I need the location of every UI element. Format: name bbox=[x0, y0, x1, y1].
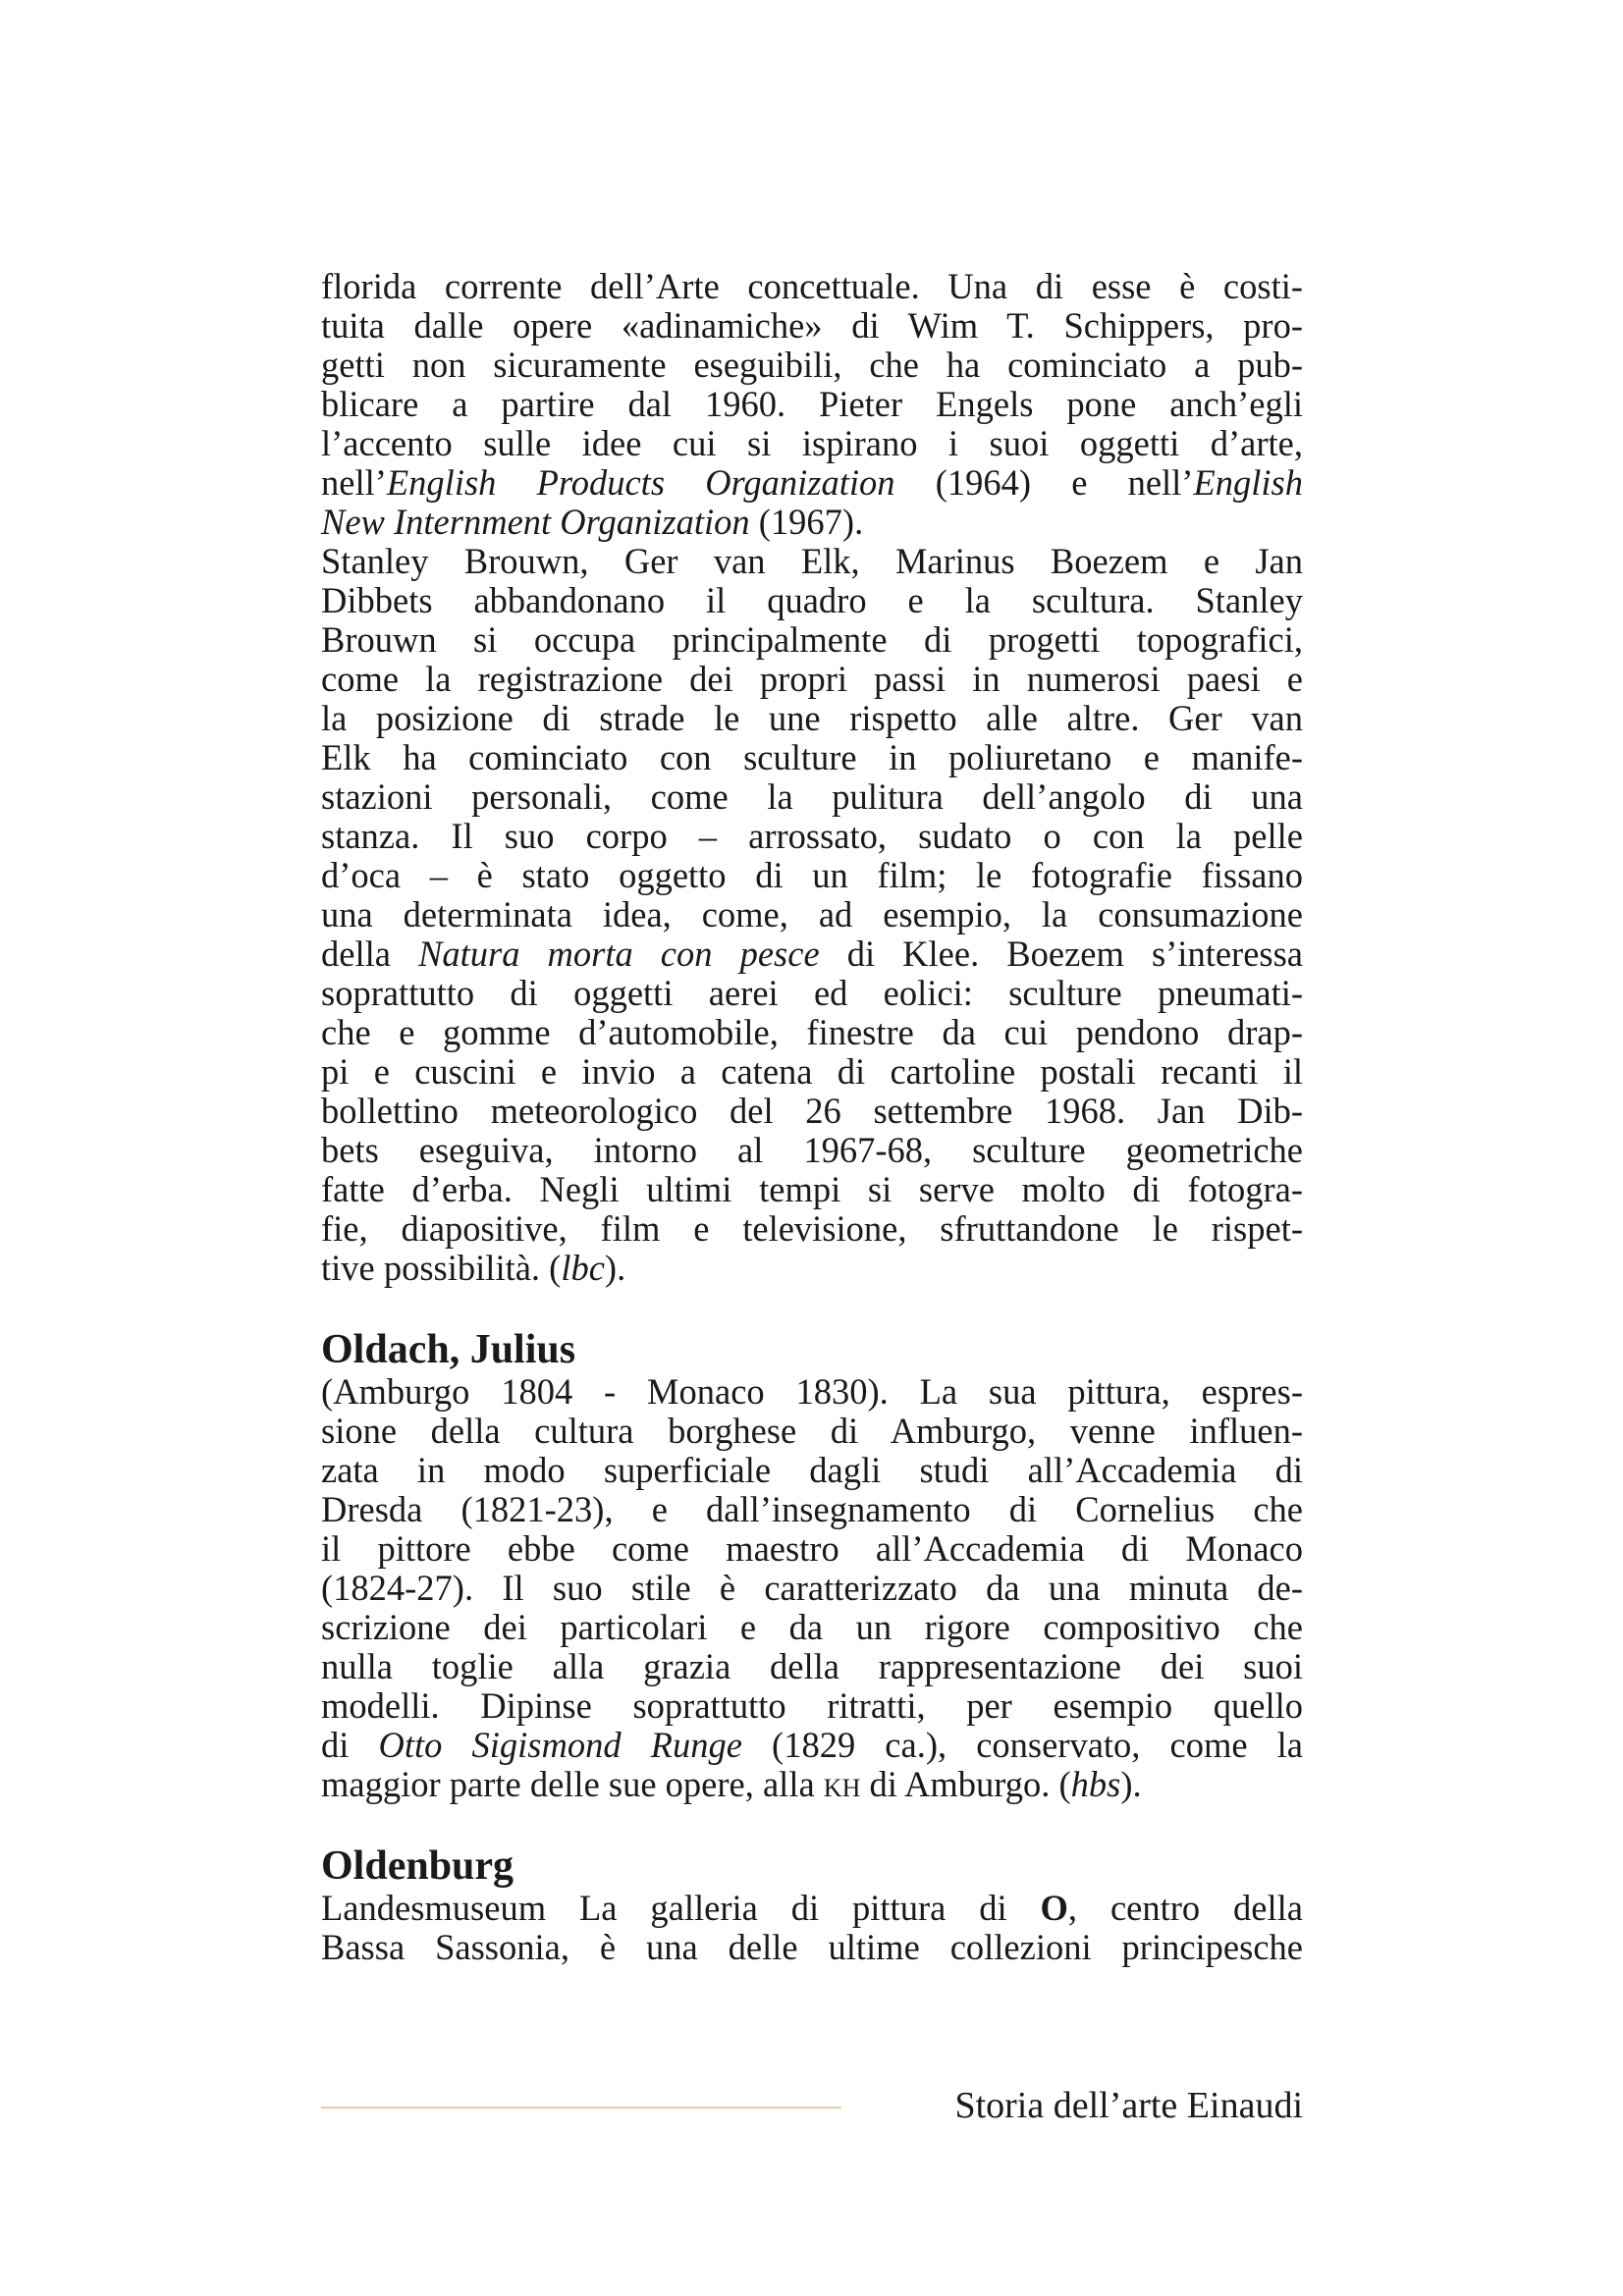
artwork-title: Otto Sigismond Runge bbox=[378, 1725, 742, 1765]
body-line: che e gomme d’automobile, finestre da cui pendono drap- bbox=[321, 1012, 1303, 1052]
text-run: (1829 ca.), conservato, come la bbox=[741, 1725, 1303, 1765]
body-line: nulla toglie alla grazia della rappresentazione dei suoi bbox=[321, 1646, 1303, 1686]
body-line bbox=[321, 503, 1303, 542]
text-run: nell’ bbox=[321, 462, 387, 503]
body-line: stazioni personali, come la pulitura dell’angolo di una bbox=[321, 776, 1303, 817]
body-line: d’oca – è stato oggetto di un film; le fotografie fissano bbox=[321, 855, 1303, 895]
body-line: Dresda (1821-23), e dall’insegnamento di Cornelius che bbox=[321, 1489, 1303, 1529]
body-line: fie, diapositive, film e televisione, sfruttandone le rispet- bbox=[321, 1208, 1303, 1249]
body-line bbox=[321, 1726, 1303, 1765]
page-footer bbox=[321, 2086, 1303, 2125]
body-line: fatte d’erba. Negli ultimi tempi si serve molto di fotogra- bbox=[321, 1169, 1303, 1209]
artwork-title: New Internment Organization bbox=[321, 502, 750, 542]
body-line: la posizione di strade le une rispetto alle altre. Ger van bbox=[321, 698, 1303, 738]
body-line bbox=[321, 1249, 1303, 1288]
body-line bbox=[321, 1765, 1303, 1804]
text-run: ). bbox=[1120, 1764, 1142, 1804]
artwork-title: English bbox=[1193, 462, 1303, 503]
body-line: modelli. Dipinse soprattutto ritratti, per esempio quello bbox=[321, 1685, 1303, 1726]
entry-previous-continuation bbox=[321, 267, 1303, 1288]
page-body bbox=[321, 267, 1303, 1967]
body-line: Bassa Sassonia, è una delle ultime collezioni principesche bbox=[321, 1927, 1303, 1967]
body-line bbox=[321, 1889, 1303, 1928]
body-line: tuita dalle opere «adinamiche» di Wim T. Schippers, pro- bbox=[321, 305, 1303, 346]
text-run: maggior parte delle sue opere, alla bbox=[321, 1764, 824, 1804]
body-line: Stanley Brouwn, Ger van Elk, Marinus Boezem e Jan bbox=[321, 541, 1303, 581]
author-initials: hbs bbox=[1070, 1764, 1121, 1804]
text-run: ). bbox=[604, 1248, 626, 1288]
body-line: una determinata idea, come, ad esempio, la consumazione bbox=[321, 894, 1303, 934]
body-line: getti non sicuramente eseguibili, che ha cominciato a pub- bbox=[321, 345, 1303, 385]
entry-oldach-julius bbox=[321, 1327, 1303, 1804]
text-run: , centro della bbox=[1067, 1888, 1303, 1928]
body-line bbox=[321, 463, 1303, 503]
body-line: soprattutto di oggetti aerei ed eolici: sculture pneumati- bbox=[321, 973, 1303, 1013]
entry-heading: Oldenburg bbox=[321, 1843, 514, 1889]
text-run: di Klee. Boezem s’interessa bbox=[819, 934, 1303, 974]
text-run: tive possibilità. ( bbox=[321, 1248, 562, 1288]
body-line: Elk ha cominciato con sculture in poliuretano e manife- bbox=[321, 737, 1303, 777]
footer-title: Storia dell’arte Einaudi bbox=[954, 2085, 1303, 2126]
artwork-title: English Products Organization bbox=[386, 462, 895, 503]
body-line: (Amburgo 1804 - Monaco 1830). La sua pittura, espres- bbox=[321, 1371, 1303, 1412]
footer-rule bbox=[321, 2107, 841, 2109]
body-line: Brouwn si occupa principalmente di progetti topografici, bbox=[321, 619, 1303, 660]
body-line: pi e cuscini e invio a catena di cartoline postali recanti il bbox=[321, 1051, 1303, 1092]
body-line: (1824-27). Il suo stile è caratterizzato da una minuta de- bbox=[321, 1568, 1303, 1608]
body-line: bets eseguiva, intorno al 1967-68, sculture geometriche bbox=[321, 1130, 1303, 1170]
entry-abbreviation: O bbox=[1040, 1888, 1068, 1928]
body-line: sione della cultura borghese di Amburgo, venne influen- bbox=[321, 1411, 1303, 1451]
body-line: scrizione dei particolari e da un rigore compositivo che bbox=[321, 1607, 1303, 1647]
body-line: come la registrazione dei propri passi in numerosi paesi e bbox=[321, 659, 1303, 699]
text-run: (1967). bbox=[749, 502, 864, 542]
text-run: di bbox=[321, 1725, 379, 1765]
text-run: della bbox=[321, 934, 419, 974]
text-run: (1964) e nell’ bbox=[894, 462, 1194, 503]
body-line: blicare a partire dal 1960. Pieter Engels pone anch’egli bbox=[321, 384, 1303, 424]
entry-oldenburg bbox=[321, 1843, 1303, 1967]
author-initials: lbc bbox=[561, 1248, 605, 1288]
body-line: stanza. Il suo corpo – arrossato, sudato o con la pelle bbox=[321, 816, 1303, 856]
body-line: bollettino meteorologico del 26 settembre 1968. Jan Dib- bbox=[321, 1091, 1303, 1131]
body-line bbox=[321, 934, 1303, 974]
text-run: Landesmuseum La galleria di pittura di bbox=[321, 1888, 1041, 1928]
text-run: di Amburgo. ( bbox=[860, 1764, 1071, 1804]
body-line: florida corrente dell’Arte concettuale. Una di esse è costi- bbox=[321, 266, 1303, 306]
artwork-title: Natura morta con pesce bbox=[418, 934, 820, 974]
body-line: zata in modo superficiale dagli studi all’Accademia di bbox=[321, 1450, 1303, 1490]
entry-heading: Oldach, Julius bbox=[321, 1327, 576, 1372]
body-line: il pittore ebbe come maestro all’Accademia di Monaco bbox=[321, 1528, 1303, 1569]
body-line: l’accento sulle idee cui si ispirano i suoi oggetti d’arte, bbox=[321, 423, 1303, 463]
body-line: Dibbets abbandonano il quadro e la scultura. Stanley bbox=[321, 580, 1303, 620]
museum-abbreviation: kh bbox=[823, 1764, 861, 1804]
